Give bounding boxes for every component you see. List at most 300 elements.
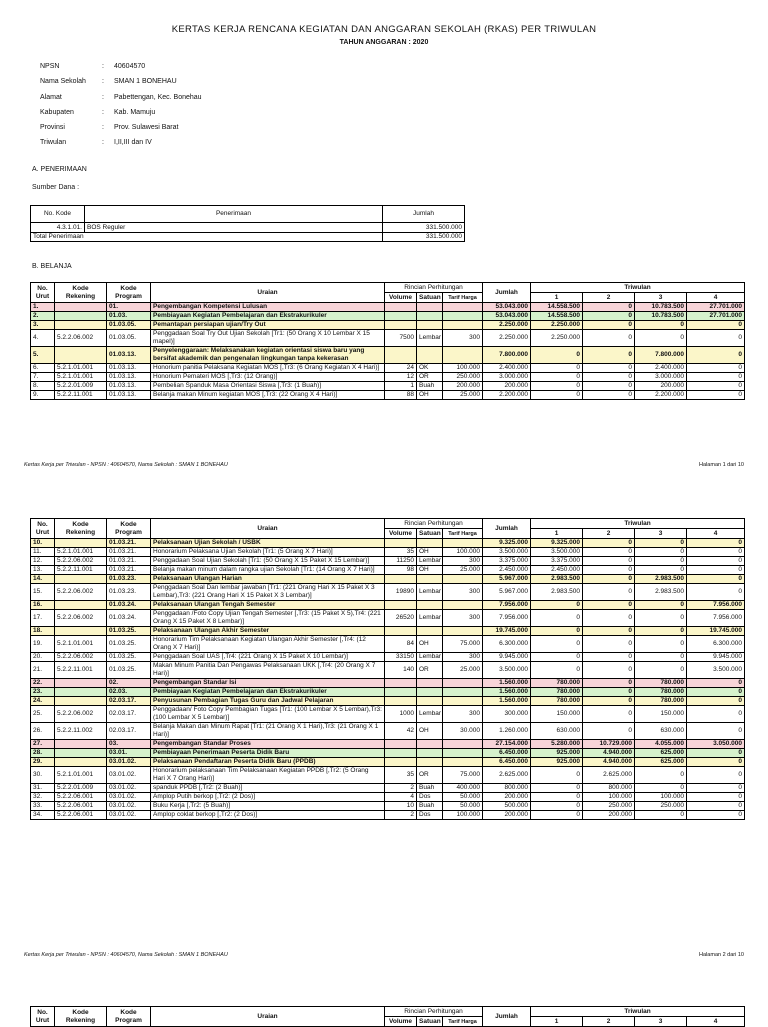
cell-tw1: 2.450.000 (531, 566, 583, 575)
header-jumlah: Jumlah (483, 519, 531, 539)
cell-kode-rekening (55, 303, 107, 312)
info-colon: : (102, 124, 104, 132)
cell-kode-rekening: 5.2.2.01.009 (55, 382, 107, 391)
table-row (31, 566, 745, 575)
info-value: Kab. Mamuju (114, 108, 156, 116)
cell-kode-rekening: 5.2.1.01.001 (55, 636, 107, 653)
cell-tw3: 0 (635, 539, 687, 548)
cell-jumlah: 2.450.000 (483, 566, 531, 575)
cell-no-urut: 6. (31, 364, 55, 373)
school-info (40, 63, 202, 155)
cell-kode-program: 02.03. (107, 688, 151, 697)
cell-no-urut: 4. (31, 330, 55, 347)
cell-tw3: 100.000 (635, 793, 687, 802)
cell-kode-rekening (55, 539, 107, 548)
cell-tw4: 3.500.000 (687, 662, 745, 679)
cell-tw2: 0 (583, 688, 635, 697)
table-row (31, 391, 745, 400)
cell-tw1: 925.000 (531, 758, 583, 767)
cell-satuan (417, 758, 443, 767)
cell-tw2: 250.000 (583, 802, 635, 811)
cell-kode-rekening: 5.2.2.11.001 (55, 662, 107, 679)
cell-volume: 24 (385, 364, 417, 373)
cell-jumlah: 200.000 (483, 793, 531, 802)
table-row (31, 706, 745, 723)
cell-jumlah: 200.000 (483, 811, 531, 820)
cell-tw4: 7.956.000 (687, 610, 745, 627)
cell-tw1: 2.983.500 (531, 584, 583, 601)
cell-tw2: 0 (583, 636, 635, 653)
cell-satuan: Dos (417, 811, 443, 820)
cell-kode-rekening: 5.2.2.06.001 (55, 802, 107, 811)
table-row (31, 636, 745, 653)
cell-tw2: 800.000 (583, 784, 635, 793)
header-satuan: Satuan (417, 529, 443, 539)
total-penerimaan-value: 331.500.000 (383, 233, 465, 242)
cell-tw1: 0 (531, 767, 583, 784)
cell-satuan: OH (417, 548, 443, 557)
cell-volume: 2 (385, 784, 417, 793)
cell-tw4: 0 (687, 321, 745, 330)
header-tw2: 2 (583, 529, 635, 539)
penerimaan-nama: BOS Reguler (85, 223, 383, 233)
cell-satuan (417, 627, 443, 636)
cell-tarif (443, 697, 483, 706)
header-triwulan: Triwulan (531, 519, 745, 529)
header-volume: Volume (385, 1017, 417, 1027)
cell-jumlah: 2.250.000 (483, 330, 531, 347)
cell-tw3: 2.983.500 (635, 575, 687, 584)
cell-tw2: 0 (583, 566, 635, 575)
cell-tw4: 6.300.000 (687, 636, 745, 653)
cell-kode-rekening: 5.2.2.06.002 (55, 557, 107, 566)
cell-tw1: 0 (531, 784, 583, 793)
cell-jumlah: 27.154.000 (483, 740, 531, 749)
cell-tw3: 0 (635, 557, 687, 566)
cell-jumlah: 3.000.000 (483, 373, 531, 382)
cell-tw1: 0 (531, 653, 583, 662)
cell-jumlah: 5.967.000 (483, 575, 531, 584)
cell-tw3: 0 (635, 566, 687, 575)
cell-kode-program: 02.03.17. (107, 706, 151, 723)
sumber-dana-label: Sumber Dana : (32, 184, 80, 191)
header-no-kode: No. Kode (31, 206, 85, 223)
cell-tw4: 0 (687, 382, 745, 391)
info-colon: : (102, 78, 104, 86)
table-row (31, 610, 745, 627)
cell-satuan (417, 749, 443, 758)
info-colon: : (102, 139, 104, 147)
cell-tw4: 9.945.000 (687, 653, 745, 662)
cell-kode-program: 01.03.24. (107, 610, 151, 627)
cell-tarif (443, 575, 483, 584)
cell-uraian: Penggadaan Soal Ujian Sekolah [Tr1: (50 Orang X 15 Paket X 15 Lembar)] (151, 557, 385, 566)
cell-volume (385, 539, 417, 548)
cell-uraian: Penyusunan Pembagian Tugas Guru dan Jadwal Pelajaran (151, 697, 385, 706)
cell-tw2: 0 (583, 391, 635, 400)
cell-jumlah: 9.325.000 (483, 539, 531, 548)
cell-tw1: 780.000 (531, 679, 583, 688)
cell-tw1: 2.250.000 (531, 330, 583, 347)
header-satuan: Satuan (417, 1017, 443, 1027)
cell-tarif: 300 (443, 330, 483, 347)
cell-tw1: 0 (531, 627, 583, 636)
cell-tw4: 27.701.000 (687, 312, 745, 321)
cell-kode-rekening (55, 601, 107, 610)
cell-kode-rekening (55, 321, 107, 330)
table-row (31, 784, 745, 793)
cell-tw1: 780.000 (531, 697, 583, 706)
header-volume: Volume (385, 293, 417, 303)
cell-tw4: 0 (687, 584, 745, 601)
cell-kode-rekening: 5.2.2.06.002 (55, 706, 107, 723)
table-row (31, 601, 745, 610)
cell-tw2: 0 (583, 679, 635, 688)
footer-text-2: Kertas Kerja per Triwulan - NPSN : 40604570, Nama Sekolah : SMAN 1 BONEHAU (24, 952, 228, 958)
info-value: I,II,III dan IV (114, 139, 152, 147)
cell-tw2: 0 (583, 723, 635, 740)
cell-tarif: 300 (443, 653, 483, 662)
cell-jumlah: 6.450.000 (483, 758, 531, 767)
cell-tw1: 0 (531, 382, 583, 391)
header-kode-rekening: Kode Rekening (55, 519, 107, 539)
cell-uraian: Pengembangan Standar Isi (151, 679, 385, 688)
info-value: 40604570 (114, 63, 146, 70)
info-value: SMAN 1 BONEHAU (114, 78, 177, 86)
cell-uraian: Penggadaan Soal Dan lembar jawaban [Tr1: (221 Orang Hari X 15 Paket X 3 Lembar),Tr3: (221 Orang Hari X 15 Paket X 3 Lembar)] (151, 584, 385, 601)
cell-kode-program: 01.03.25. (107, 627, 151, 636)
cell-no-urut: 3. (31, 321, 55, 330)
cell-tw3: 625.000 (635, 749, 687, 758)
cell-kode-program: 01.03.21. (107, 548, 151, 557)
cell-tw1: 0 (531, 364, 583, 373)
cell-tw3: 0 (635, 627, 687, 636)
cell-tw4: 0 (687, 688, 745, 697)
cell-tarif (443, 679, 483, 688)
cell-kode-program: 02. (107, 679, 151, 688)
info-row (40, 63, 202, 78)
cell-uraian: Belanja Makan dan Minum Rapat [Tr1: (21 Orang X 1 Hari),Tr3: (21 Orang X 1 Hari)] (151, 723, 385, 740)
cell-uraian: spanduk PPDB [,Tr2: (2 Buah)] (151, 784, 385, 793)
cell-uraian: Penggadaan/ Foto Copy Pembagian Tugas [Tr1: (100 Lembar X 5 Lembar),Tr3: (100 Lembar X 5 Lembar)] (151, 706, 385, 723)
cell-tw4: 0 (687, 539, 745, 548)
cell-kode-rekening: 5.2.1.01.001 (55, 548, 107, 557)
cell-uraian: Penyelenggaraan: Melaksanakan kegiatan orientasi siswa baru yang bersifat akademik dan pengenalan lingkungan tanpa kekerasan (151, 347, 385, 364)
cell-tw3: 7.800.000 (635, 347, 687, 364)
cell-no-urut: 26. (31, 723, 55, 740)
cell-kode-rekening (55, 697, 107, 706)
cell-uraian: Honorarium Pelaksana Ujian Sekolah [Tr1: (5 Orang X 7 Hari)] (151, 548, 385, 557)
cell-kode-program: 01.03.05. (107, 321, 151, 330)
table-row (31, 767, 745, 784)
cell-tw2: 0 (583, 373, 635, 382)
header-volume: Volume (385, 529, 417, 539)
cell-tw2: 0 (583, 539, 635, 548)
cell-satuan: Buah (417, 802, 443, 811)
cell-uraian: Penggadaan /Foto Copy Ujian Tengah Semester [,Tr3: (15 Paket X 5),Tr4: (221 Orang X 15 Paket X 8 Lembar)] (151, 610, 385, 627)
cell-tarif: 75.000 (443, 767, 483, 784)
cell-volume: 1000 (385, 706, 417, 723)
cell-volume (385, 688, 417, 697)
header-penerimaan: Penerimaan (85, 206, 383, 223)
cell-no-urut: 34. (31, 811, 55, 820)
cell-jumlah: 2.400.000 (483, 364, 531, 373)
cell-tarif (443, 758, 483, 767)
cell-satuan (417, 575, 443, 584)
cell-tarif: 50.000 (443, 793, 483, 802)
cell-jumlah: 7.800.000 (483, 347, 531, 364)
cell-tarif (443, 321, 483, 330)
cell-jumlah: 53.043.000 (483, 312, 531, 321)
cell-tw2: 0 (583, 312, 635, 321)
header-triwulan: Triwulan (531, 283, 745, 293)
header-jumlah: Jumlah (383, 206, 465, 223)
cell-satuan: Lembar (417, 653, 443, 662)
info-value: Prov. Sulawesi Barat (114, 124, 179, 132)
cell-no-urut: 27. (31, 740, 55, 749)
cell-tarif: 300 (443, 584, 483, 601)
cell-jumlah: 1.560.000 (483, 688, 531, 697)
info-row (40, 124, 202, 139)
cell-jumlah: 5.967.000 (483, 584, 531, 601)
cell-tw1: 14.558.500 (531, 312, 583, 321)
info-colon: : (102, 93, 104, 101)
cell-volume: 88 (385, 391, 417, 400)
cell-tarif: 100.000 (443, 364, 483, 373)
header-tw1: 1 (531, 293, 583, 303)
cell-tw3: 0 (635, 610, 687, 627)
cell-tw2: 0 (583, 347, 635, 364)
cell-tw4: 0 (687, 347, 745, 364)
cell-tw4: 7.956.000 (687, 601, 745, 610)
header-kode-program: Kode Program (107, 519, 151, 539)
cell-no-urut: 19. (31, 636, 55, 653)
table-row (31, 802, 745, 811)
cell-kode-program: 01.03.13. (107, 347, 151, 364)
cell-volume: 42 (385, 723, 417, 740)
cell-tw1: 925.000 (531, 749, 583, 758)
cell-tw1: 2.250.000 (531, 321, 583, 330)
table-row (31, 653, 745, 662)
cell-volume (385, 679, 417, 688)
table-row (31, 627, 745, 636)
header-rincian: Rincian Perhitungan (385, 519, 483, 529)
cell-kode-rekening: 5.2.2.06.001 (55, 811, 107, 820)
cell-satuan (417, 303, 443, 312)
table-row (31, 679, 745, 688)
cell-volume (385, 697, 417, 706)
cell-tw4: 0 (687, 679, 745, 688)
cell-tw3: 0 (635, 767, 687, 784)
header-kode-program: Kode Program (107, 283, 151, 303)
cell-tw4: 0 (687, 706, 745, 723)
cell-jumlah: 1.260.000 (483, 723, 531, 740)
cell-tw4: 0 (687, 758, 745, 767)
cell-satuan: Buah (417, 382, 443, 391)
cell-jumlah: 19.745.000 (483, 627, 531, 636)
cell-uraian: Makan Minum Panitia Dan Pengawas Pelaksanaan UKK [,Tr4: (20 Orang X 7 Hari)] (151, 662, 385, 679)
cell-satuan: Lembar (417, 610, 443, 627)
cell-jumlah: 300.000 (483, 706, 531, 723)
table-row (31, 312, 745, 321)
cell-tw4: 0 (687, 557, 745, 566)
cell-tw1: 0 (531, 391, 583, 400)
header-rincian: Rincian Perhitungan (385, 1007, 483, 1017)
cell-kode-rekening: 5.2.2.06.002 (55, 330, 107, 347)
cell-tw1: 0 (531, 802, 583, 811)
cell-kode-rekening: 5.2.2.06.002 (55, 610, 107, 627)
cell-tw3: 3.000.000 (635, 373, 687, 382)
table-row (31, 321, 745, 330)
info-label: Kabupaten (40, 108, 74, 116)
cell-kode-program: 03.01.02. (107, 784, 151, 793)
cell-satuan: OH (417, 636, 443, 653)
cell-satuan: OH (417, 391, 443, 400)
cell-volume: 84 (385, 636, 417, 653)
cell-kode-program: 03.01.02. (107, 758, 151, 767)
cell-tarif (443, 312, 483, 321)
cell-no-urut: 31. (31, 784, 55, 793)
cell-uraian: Pembiayaan Kegiatan Pembelajaran dan Ekstrakurikuler (151, 312, 385, 321)
cell-tw3: 10.783.500 (635, 312, 687, 321)
cell-uraian: Honorium panitia Pelaksana Kegiatan MOS [,Tr3: (6 Orang Kegiatan X 4 Hari)] (151, 364, 385, 373)
cell-tarif: 300 (443, 557, 483, 566)
page-number-2: Halaman 2 dari 10 (699, 952, 744, 958)
cell-tw1: 0 (531, 793, 583, 802)
cell-jumlah: 9.945.000 (483, 653, 531, 662)
cell-tarif: 50.000 (443, 802, 483, 811)
cell-volume (385, 575, 417, 584)
cell-volume (385, 321, 417, 330)
section-a-title: A. PENERIMAAN (32, 166, 87, 173)
table-row (31, 575, 745, 584)
table-row (31, 364, 745, 373)
cell-no-urut: 15. (31, 584, 55, 601)
info-colon: : (102, 108, 104, 116)
cell-no-urut: 33. (31, 802, 55, 811)
cell-kode-program: 01.03.13. (107, 364, 151, 373)
cell-kode-rekening (55, 740, 107, 749)
cell-no-urut: 30. (31, 767, 55, 784)
footer-text-1: Kertas Kerja per Triwulan - NPSN : 40604570, Nama Sekolah : SMAN 1 BONEHAU (24, 462, 228, 468)
cell-uraian: Pelaksanaan Ulangan Akhir Semester (151, 627, 385, 636)
cell-tarif: 200.000 (443, 382, 483, 391)
cell-tw4: 0 (687, 566, 745, 575)
cell-volume: 4 (385, 793, 417, 802)
cell-jumlah: 53.043.000 (483, 303, 531, 312)
cell-tw3: 10.783.500 (635, 303, 687, 312)
cell-satuan: Lembar (417, 330, 443, 347)
cell-tw2: 10.729.000 (583, 740, 635, 749)
cell-tw1: 0 (531, 636, 583, 653)
penerimaan-jumlah: 331.500.000 (383, 223, 465, 233)
cell-satuan: Lembar (417, 584, 443, 601)
cell-tw4: 0 (687, 548, 745, 557)
cell-tw2: 0 (583, 303, 635, 312)
cell-uraian: Pelaksanaan Pendaftaran Peserta Didik Baru (PPDB) (151, 758, 385, 767)
cell-no-urut: 2. (31, 312, 55, 321)
cell-uraian: Pelaksanaan Ulangan Harian (151, 575, 385, 584)
table-row (31, 740, 745, 749)
cell-no-urut: 25. (31, 706, 55, 723)
cell-tw1: 2.983.500 (531, 575, 583, 584)
cell-no-urut: 24. (31, 697, 55, 706)
table-row (31, 749, 745, 758)
cell-no-urut: 11. (31, 548, 55, 557)
cell-tw2: 100.000 (583, 793, 635, 802)
cell-tw3: 780.000 (635, 697, 687, 706)
cell-satuan (417, 697, 443, 706)
cell-kode-rekening: 5.2.1.01.001 (55, 767, 107, 784)
header-tw4: 4 (687, 1017, 745, 1027)
info-row (40, 109, 202, 124)
cell-tarif: 100.000 (443, 548, 483, 557)
cell-volume: 11250 (385, 557, 417, 566)
cell-jumlah: 7.956.000 (483, 610, 531, 627)
cell-tw2: 0 (583, 364, 635, 373)
cell-kode-rekening: 5.2.2.11.002 (55, 723, 107, 740)
cell-jumlah: 3.375.000 (483, 557, 531, 566)
cell-tw2: 0 (583, 575, 635, 584)
header-tw3: 3 (635, 293, 687, 303)
cell-tw2: 0 (583, 321, 635, 330)
table-row (31, 662, 745, 679)
info-label: Triwulan (40, 139, 67, 147)
cell-tarif (443, 347, 483, 364)
info-value: Pabettengan, Kec. Bonehau (114, 93, 202, 101)
cell-tw2: 0 (583, 382, 635, 391)
info-row (40, 78, 202, 93)
cell-tw1: 5.280.000 (531, 740, 583, 749)
cell-kode-rekening (55, 749, 107, 758)
cell-no-urut: 29. (31, 758, 55, 767)
document-subtitle: TAHUN ANGGARAN : 2020 (339, 39, 429, 46)
cell-no-urut: 5. (31, 347, 55, 364)
cell-tw3: 625.000 (635, 758, 687, 767)
cell-kode-rekening (55, 312, 107, 321)
cell-kode-program: 01.03.21. (107, 557, 151, 566)
cell-kode-program: 03.01.02. (107, 802, 151, 811)
header-tw4: 4 (687, 293, 745, 303)
cell-uraian: Pengembangan Kompetensi Lulusan (151, 303, 385, 312)
cell-no-urut: 13. (31, 566, 55, 575)
cell-tw1: 780.000 (531, 688, 583, 697)
cell-satuan: OH (417, 723, 443, 740)
cell-tw2: 0 (583, 697, 635, 706)
cell-uraian: Honorarium pelaksanaan Tim Pelaksanaan Kegiatan PPDB [,Tr2: (5 Orang Hari X 7 Orang Hari)] (151, 767, 385, 784)
header-tw2: 2 (583, 1017, 635, 1027)
cell-uraian: Pelaksanaan Ulangan Tengah Semester (151, 601, 385, 610)
table-row (31, 688, 745, 697)
cell-tw3: 0 (635, 548, 687, 557)
cell-tw4: 0 (687, 723, 745, 740)
cell-tw1: 0 (531, 347, 583, 364)
cell-jumlah: 6.300.000 (483, 636, 531, 653)
cell-no-urut: 17. (31, 610, 55, 627)
header-tw4: 4 (687, 529, 745, 539)
cell-kode-program: 01.03.23. (107, 584, 151, 601)
cell-volume: 35 (385, 767, 417, 784)
cell-tw3: 200.000 (635, 382, 687, 391)
cell-tw1: 0 (531, 601, 583, 610)
cell-tw1: 9.325.000 (531, 539, 583, 548)
cell-volume: 10 (385, 802, 417, 811)
cell-tw1: 0 (531, 811, 583, 820)
cell-volume (385, 347, 417, 364)
info-label: NPSN (40, 63, 60, 70)
cell-kode-rekening: 5.2.2.01.009 (55, 784, 107, 793)
cell-uraian: Pembelian Spanduk Masa Orientasi Siswa [,Tr3: (1 Buah)] (151, 382, 385, 391)
